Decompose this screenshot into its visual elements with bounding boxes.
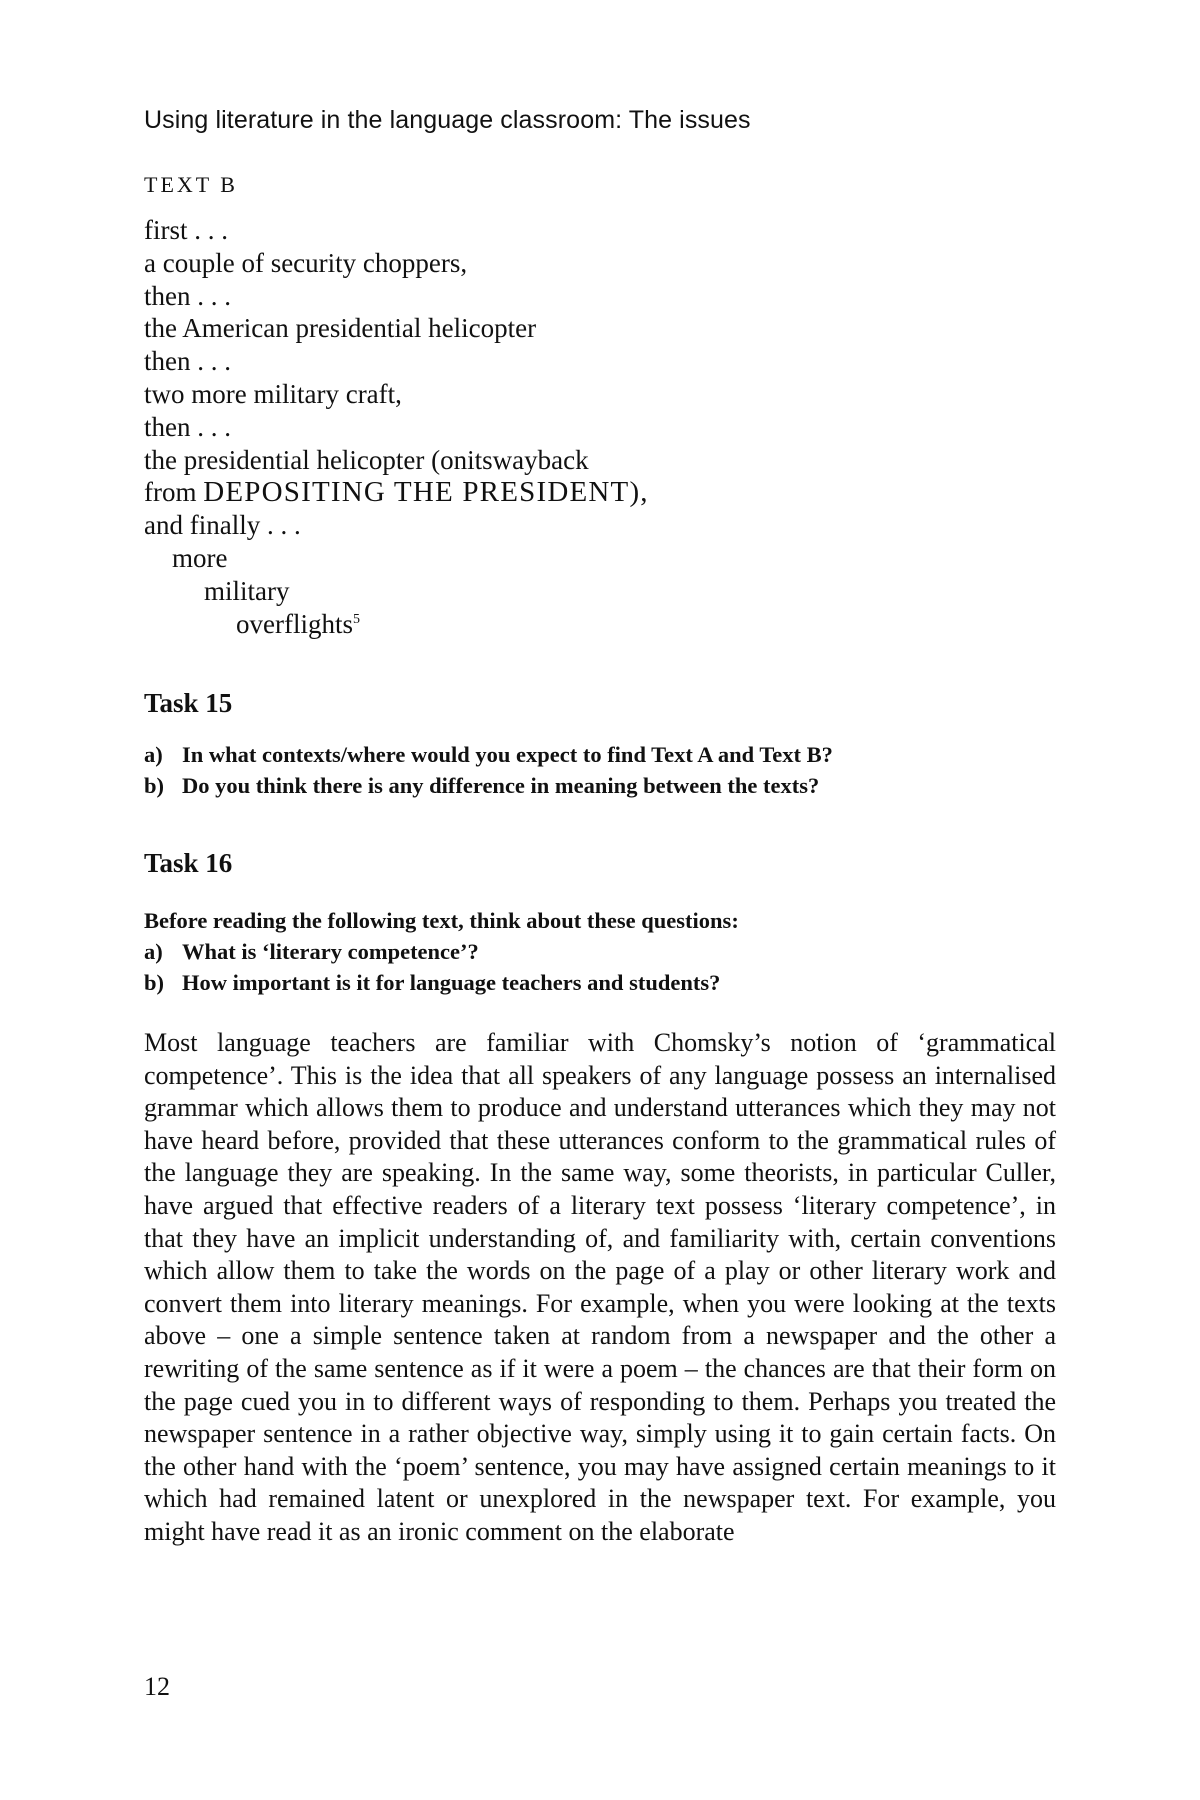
poem-from-prefix: from xyxy=(144,477,204,508)
task-16-question-b xyxy=(144,967,720,998)
task-16-heading: Task 16 xyxy=(144,848,233,878)
task-16-questions xyxy=(144,936,720,998)
page-number: 12 xyxy=(144,1672,170,1701)
poem-line: two more military craft, xyxy=(144,378,402,409)
question-text: What is ‘literary competence’? xyxy=(182,939,479,964)
task-16-question-a xyxy=(144,936,720,967)
question-text: Do you think there is any difference in meaning between the texts? xyxy=(182,773,820,798)
question-marker: b) xyxy=(144,773,165,798)
poem-line: a couple of security choppers, xyxy=(144,247,468,278)
question-marker: a) xyxy=(144,742,163,767)
poem-line: and finally . . . xyxy=(144,510,301,541)
body-paragraph: Most language teachers are familiar with Chomsky’s notion of ‘grammatical competence’. This is the idea that all speakers of any language possess an internalised grammar which allows them to produce and understand utterances which they may not have heard before, provided that these utterances conform to the grammatical rules of the language they are speaking. In the same way, some theorists, in particular Culler, have argued that effective readers of a literary text possess ‘literary competence’, in that they have an implicit understanding of, and familiarity with, certain conventions which allow them to take the words on the page of a play or other literary work and convert them into literary meanings. For example, when you were looking at the texts above – one a simple sentence taken at random from a newspaper and the other a rewriting of the same sentence as if it were a poem – the chances are that their form on the page cued you in to different ways of responding to them. Perhaps you treated the newspaper sentence in a rather objective way, simply using it to gain certain facts. On the other hand with the ‘poem’ sentence, you may have assigned certain meanings to it which had remained latent or unexplored in the newspaper text. For example, you might have read it as an ironic comment on the elaborate xyxy=(144,1028,1056,1546)
poem-from-caps: DEPOSITING THE PRESIDENT), xyxy=(203,476,649,509)
poem-line: then . . . xyxy=(144,346,231,377)
footnote-mark: 5 xyxy=(352,611,360,627)
task-15-questions xyxy=(144,739,833,801)
running-head: Using literature in the language classroom: The issues xyxy=(144,106,751,134)
poem-stair-line: military xyxy=(204,575,290,606)
text-b-label: TEXT B xyxy=(144,172,238,197)
poem-line: the American presidential helicopter xyxy=(144,313,537,344)
question-text: How important is it for language teachers and students? xyxy=(182,970,721,995)
poem-line: first . . . xyxy=(144,215,228,245)
poem-line: then . . . xyxy=(144,411,231,442)
question-text: In what contexts/where would you expect to find Text A and Text B? xyxy=(182,742,833,767)
poem-line: then . . . xyxy=(144,280,231,311)
task-16-intro: Before reading the following text, think about these questions: xyxy=(144,908,739,933)
question-marker: b) xyxy=(144,970,165,995)
task-15-question-b xyxy=(144,770,833,801)
poem-text-b xyxy=(144,214,649,640)
task-15-question-a xyxy=(144,739,833,770)
poem-line-from xyxy=(144,476,649,509)
poem-stair-line: more xyxy=(172,542,228,573)
task-15-heading: Task 15 xyxy=(144,688,233,718)
question-marker: a) xyxy=(144,939,163,964)
poem-line: the presidential helicopter (onitswayback xyxy=(144,444,589,475)
poem-stair-line-last xyxy=(144,608,649,641)
poem-stair-word: overflights xyxy=(236,608,353,639)
